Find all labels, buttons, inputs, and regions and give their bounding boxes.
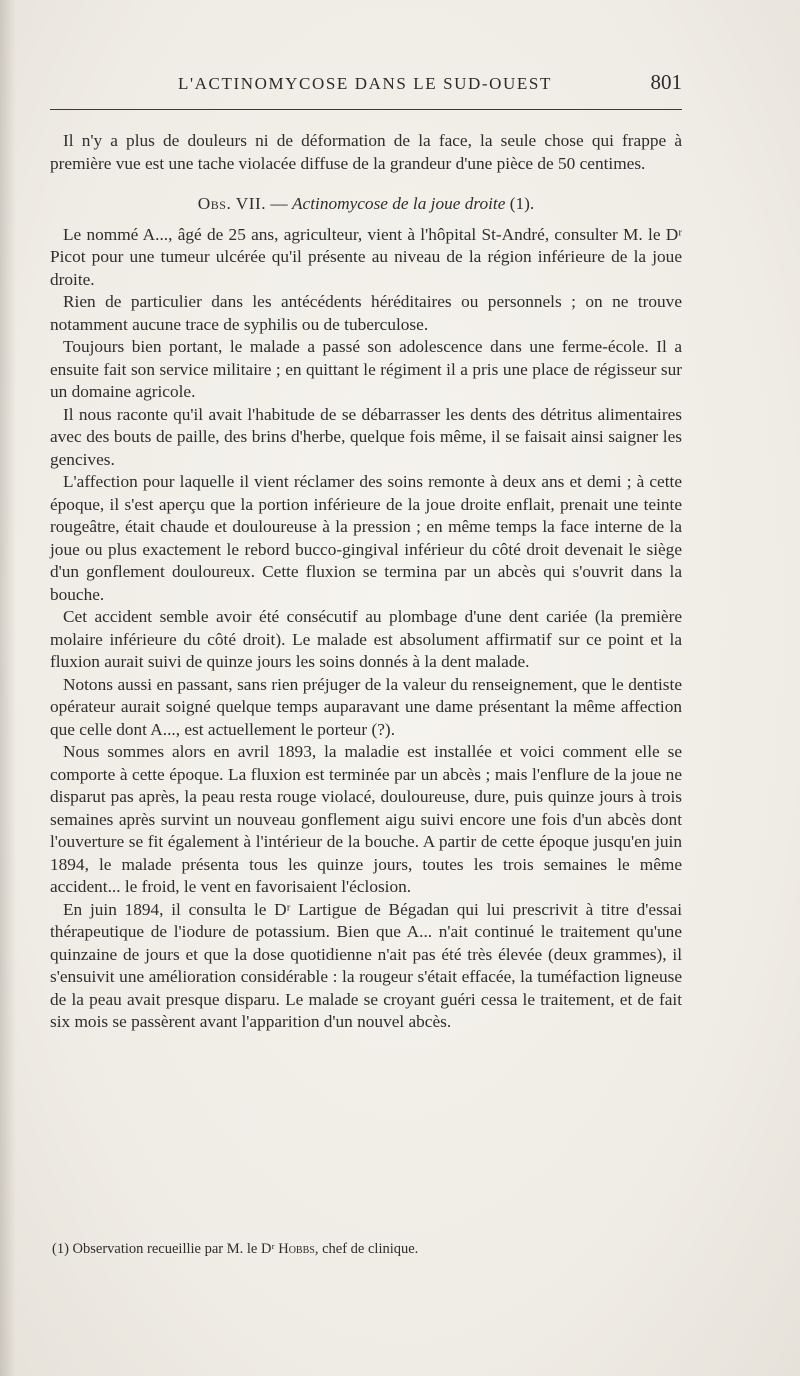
observation-dash: — bbox=[266, 194, 292, 213]
paragraph: En juin 1894, il consulta le Dʳ Lartigue de Bégadan qui lui prescrivit à titre d'essai thérapeutique de l'iodure de potassium. Bien que A... n'ait continué le traitement qu'une quinzaine de jours et que la dose quotidienne n'ait pas été très élevée (deux grammes), il s'ensuivit une amélioration considérable : la rougeur s'était effacée, la tuméfaction ligneuse de la peau avait presque disparu. Le malade se croyant guéri cessa le traitement, et de fait six mois se passèrent avant l'apparition d'un nouvel abcès. bbox=[50, 899, 682, 1031]
observation-label: Obs. VII. bbox=[197, 194, 267, 213]
paragraph: Rien de particulier dans les antécédents héréditaires ou personnels ; on ne trouve notamment aucune trace de syphilis ou de tuberculose. bbox=[50, 292, 682, 334]
header-rule bbox=[50, 109, 682, 110]
footnote-text: Observation recueillie par M. le Dʳ bbox=[68, 1241, 279, 1257]
page-gutter-shadow bbox=[0, 0, 16, 1376]
footnote bbox=[52, 1240, 684, 1258]
observation-footnote-ref: (1). bbox=[505, 194, 535, 213]
page-header bbox=[50, 68, 682, 102]
running-title: L'ACTINOMYCOSE DANS LE SUD-OUEST bbox=[178, 74, 552, 93]
footnote-tail: , chef de clinique. bbox=[314, 1241, 419, 1257]
observation-heading bbox=[50, 193, 682, 216]
page-number: 801 bbox=[650, 70, 682, 94]
main-text bbox=[50, 130, 682, 1034]
paragraph: L'affection pour laquelle il vient réclamer des soins remonte à deux ans et demi ; à cette époque, il s'est aperçu que la portion inférieure de la joue droite enflait, prenait une teinte rougeâtre, était chaude et douloureuse à la pression ; en même temps la face interne de la joue ou plus exactement le rebord bucco-gingival inférieur du côté droit devenait le siège d'un gonflement douloureux. Cette fluxion se termina par un abcès qui s'ouvrit dans la bouche. bbox=[50, 472, 682, 604]
paragraph: Notons aussi en passant, sans rien préjuger de la valeur du renseignement, que le dentiste opérateur aurait soigné quelque temps auparavant une dame présentant la même affection que celle dont A..., est actuellement le porteur (?). bbox=[50, 674, 682, 739]
footnote-name: Hobbs bbox=[278, 1241, 315, 1257]
paragraph-intro: Il n'y a plus de douleurs ni de déformation de la face, la seule chose qui frappe à première vue est une tache violacée diffuse de la grandeur d'une pièce de 50 centimes. bbox=[50, 131, 682, 173]
paragraph: Il nous raconte qu'il avait l'habitude de se débarrasser les dents des détritus alimentaires avec des bouts de paille, des brins d'herbe, quelque fois même, il se faisait ainsi saigner les gencives. bbox=[50, 404, 682, 469]
footnote-marker: (1) bbox=[52, 1241, 69, 1257]
paragraph: Toujours bien portant, le malade a passé son adolescence dans une ferme-école. Il a ensuite fait son service militaire ; en quittant le régiment il a pris une place de régisseur sur un domaine agricole. bbox=[50, 337, 682, 401]
paragraph: Nous sommes alors en avril 1893, la maladie est installée et voici comment elle se comporte à cette époque. La fluxion est terminée par un abcès ; mais l'enflure de la joue ne disparut pas après, la peau resta rouge violacé, douloureuse, dure, puis quinze jours à trois semaines après survint un nouveau gonflement aigu suivi encore une fois d'un abcès dont l'ouverture se fit également à l'intérieur de la bouche. A partir de cette époque jusqu'en juin 1894, le malade présenta tous les quinze jours, toutes les trois semaines le même accident... le froid, le vent en favorisaient l'éclosion. bbox=[50, 742, 682, 896]
observation-title: Actinomycose de la joue droite bbox=[292, 194, 506, 213]
paragraph: Le nommé A..., âgé de 25 ans, agriculteur, vient à l'hôpital St-André, consulter M. le Dʳ Picot pour une tumeur ulcérée qu'il présente au niveau de la région inférieure de la joue droite. bbox=[50, 224, 682, 289]
paragraph: Cet accident semble avoir été consécutif au plombage d'une dent cariée (la première molaire inférieure du côté droit). Le malade est absolument affirmatif sur ce point et la fluxion aurait suivi de quinze jours les soins donnés à la dent malade. bbox=[50, 607, 682, 671]
